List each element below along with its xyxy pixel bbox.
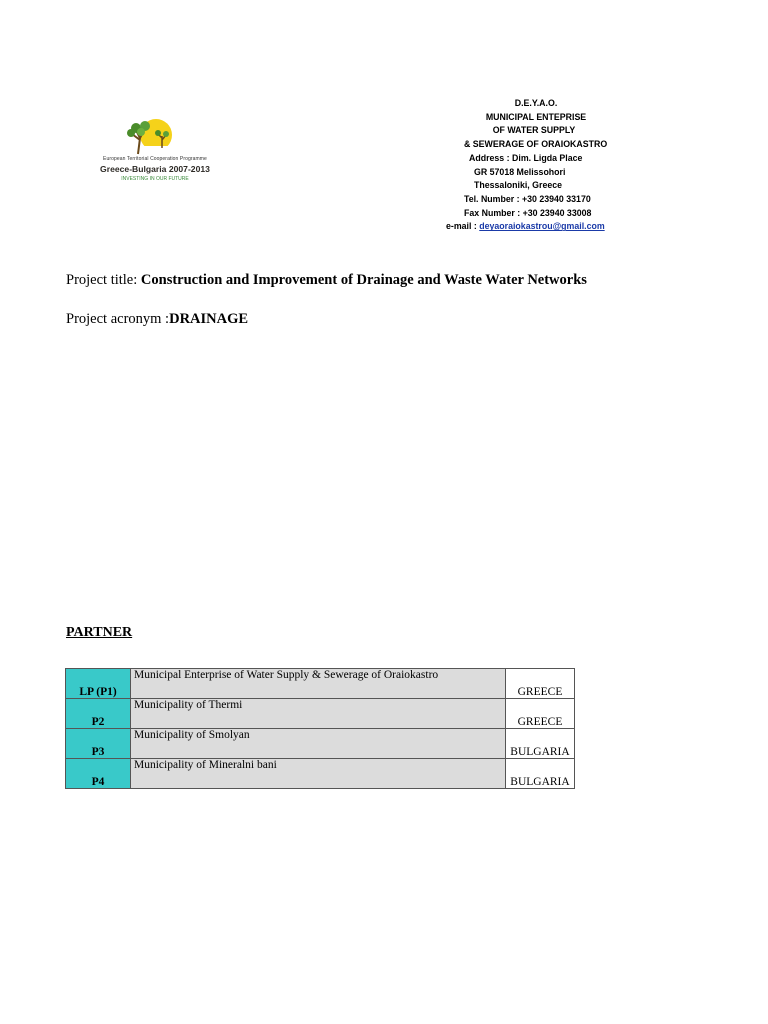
partner-country: GREECE bbox=[506, 669, 575, 699]
partner-code: P4 bbox=[66, 759, 131, 789]
programme-logo bbox=[90, 118, 220, 190]
partner-country: BULGARIA bbox=[506, 759, 575, 789]
partner-country: BULGARIA bbox=[506, 729, 575, 759]
table-row bbox=[66, 729, 575, 759]
org-line: Address : Dim. Ligda Place bbox=[469, 152, 583, 163]
table-row bbox=[66, 669, 575, 699]
org-line: Thessaloniki, Greece bbox=[474, 180, 563, 191]
table-row bbox=[66, 759, 575, 789]
org-line: D.E.Y.A.O. bbox=[514, 98, 558, 108]
org-line: & SEWERAGE OF ORAIOKASTRO bbox=[464, 139, 608, 150]
org-line: Tel. Number : +30 23940 33170 bbox=[464, 193, 591, 204]
project-acronym bbox=[66, 311, 248, 328]
partner-code: LP (P1) bbox=[66, 669, 131, 699]
table-row bbox=[66, 699, 575, 729]
project-acronym-label: Project acronym : bbox=[66, 311, 170, 327]
logo-slogan-text: INVESTING IN OUR FUTURE bbox=[121, 176, 189, 182]
project-title bbox=[66, 272, 587, 289]
partner-name: Municipality of Thermi bbox=[131, 699, 506, 729]
logo-name-text: Greece-Bulgaria 2007-2013 bbox=[100, 164, 210, 174]
partner-country: GREECE bbox=[506, 699, 575, 729]
org-line: GR 57018 Melissohori bbox=[474, 166, 566, 177]
organization-address-block bbox=[438, 97, 628, 234]
org-line: OF WATER SUPPLY bbox=[492, 125, 576, 136]
project-title-label: Project title: bbox=[66, 272, 141, 288]
org-line: Fax Number : +30 23940 33008 bbox=[464, 207, 592, 218]
email-label: e-mail : bbox=[446, 221, 480, 232]
project-title-value: Construction and Improvement of Drainage and Waste Water Networks bbox=[140, 272, 587, 288]
partner-heading: PARTNER bbox=[66, 625, 133, 640]
logo-programme-text: European Territorial Cooperation Programme bbox=[103, 156, 207, 162]
org-line: MUNICIPAL ENTEPRISE bbox=[485, 111, 587, 122]
org-email-line bbox=[438, 220, 628, 234]
project-acronym-value: DRAINAGE bbox=[169, 311, 249, 327]
partner-code: P3 bbox=[66, 729, 131, 759]
partner-code: P2 bbox=[66, 699, 131, 729]
partners-table bbox=[65, 668, 575, 789]
email-link[interactable]: deyaoraiokastrou@gmail.com bbox=[479, 221, 605, 232]
tree-sun-logo-icon bbox=[118, 118, 178, 156]
partner-name: Municipality of Smolyan bbox=[131, 729, 506, 759]
partner-name: Municipality of Mineralni bani bbox=[131, 759, 506, 789]
partner-name: Municipal Enterprise of Water Supply & Sewerage of Oraiokastro bbox=[131, 669, 506, 699]
